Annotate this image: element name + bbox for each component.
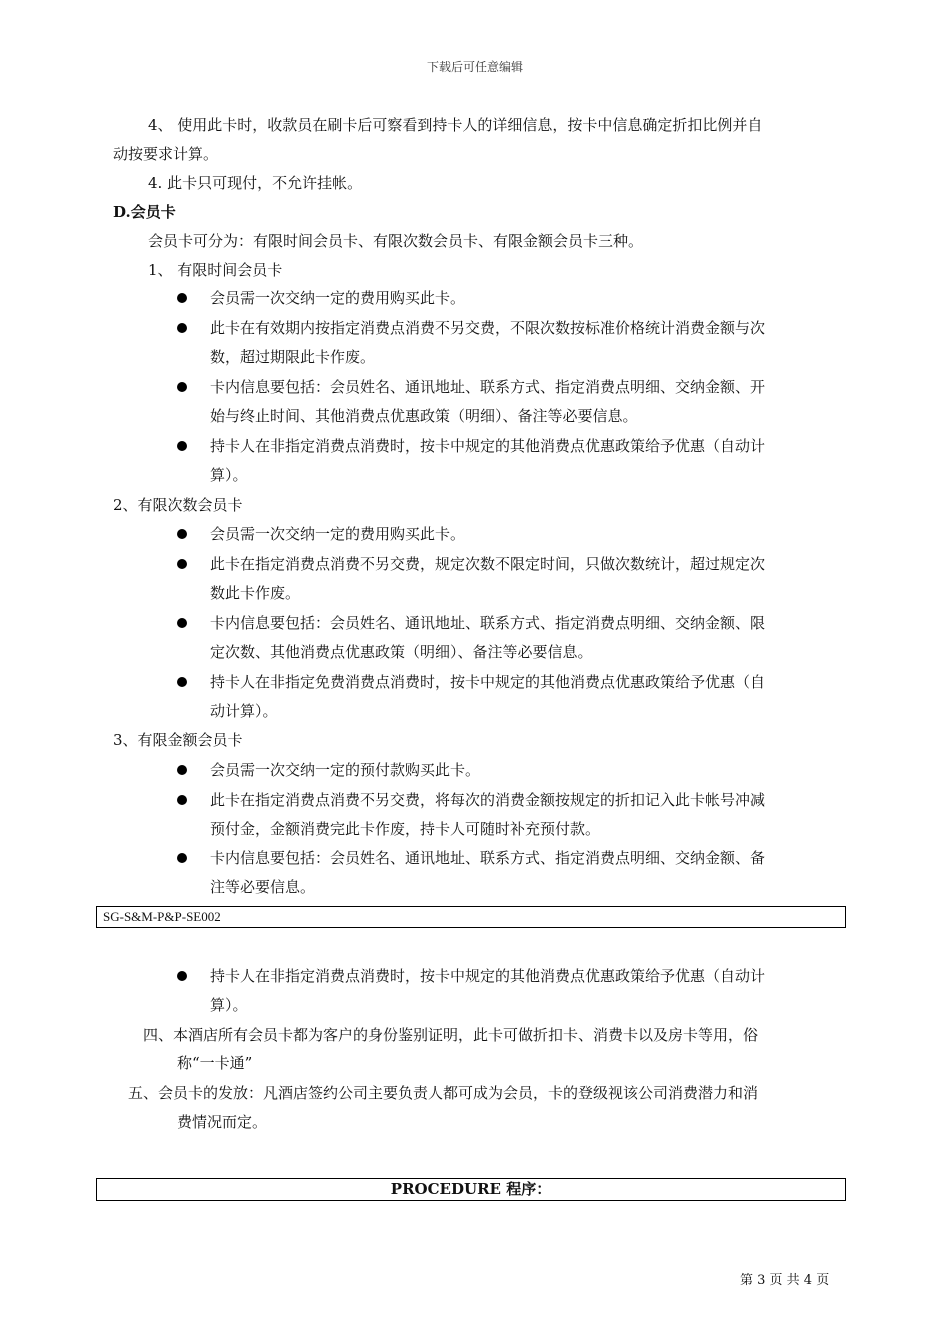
section-d-title: D.会员卡 bbox=[113, 203, 176, 221]
section-4-line-2: 称“一卡通” bbox=[177, 1054, 253, 1072]
card3-bullet-4-line-2: 算）。 bbox=[210, 996, 248, 1014]
section-d-description: 会员卡可分为：有限时间会员卡、有限次数会员卡、有限金额会员卡三种。 bbox=[148, 232, 644, 250]
card3-bullet-3-line-1: 卡内信息要包括：会员姓名、通讯地址、联系方式、指定消费点明细、交纳金额、备 bbox=[210, 849, 766, 867]
bullet-dot bbox=[177, 853, 187, 863]
page-number: 第 3 页 共 4 页 bbox=[740, 1273, 830, 1288]
card3-bullet-3-line-2: 注等必要信息。 bbox=[210, 878, 316, 896]
bullet-dot bbox=[177, 677, 187, 687]
section-5-line-2: 费情况而定。 bbox=[177, 1113, 268, 1131]
card1-title: 1、 有限时间会员卡 bbox=[148, 261, 283, 279]
item-4-cash-only: 4. 此卡只可现付，不允许挂帐。 bbox=[148, 174, 363, 192]
card2-bullet-3-line-2: 定次数、其他消费点优惠政策（明细）、备注等必要信息。 bbox=[210, 643, 593, 661]
card1-bullet-4-line-2: 算）。 bbox=[210, 466, 248, 484]
card2-bullet-2-line-2: 数此卡作废。 bbox=[210, 584, 301, 602]
section-5-line-1: 五、会员卡的发放：凡酒店签约公司主要负责人都可成为会员，卡的登级视该公司消费潜力和消 bbox=[128, 1084, 759, 1102]
card2-bullet-1: 会员需一次交纳一定的费用购买此卡。 bbox=[210, 525, 466, 543]
card1-bullet-2-line-1: 此卡在有效期内按指定消费点消费不另交费，不限次数按标准价格统计消费金额与次 bbox=[210, 319, 766, 337]
bullet-dot bbox=[177, 382, 187, 392]
bullet-dot bbox=[177, 795, 187, 805]
card2-bullet-3-line-1: 卡内信息要包括：会员姓名、通讯地址、联系方式、指定消费点明细、交纳金额、限 bbox=[210, 614, 766, 632]
card1-bullet-2-line-2: 数，超过期限此卡作废。 bbox=[210, 348, 376, 366]
bullet-dot bbox=[177, 441, 187, 451]
card2-title: 2、有限次数会员卡 bbox=[113, 496, 243, 514]
bullet-dot bbox=[177, 765, 187, 775]
bullet-dot bbox=[177, 618, 187, 628]
card1-bullet-1: 会员需一次交纳一定的费用购买此卡。 bbox=[210, 289, 466, 307]
card2-bullet-4-line-2: 动计算）。 bbox=[210, 702, 278, 720]
bullet-dot bbox=[177, 971, 187, 981]
card3-bullet-2-line-1: 此卡在指定消费点消费不另交费，将每次的消费金额按规定的折扣记入此卡帐号冲减 bbox=[210, 791, 766, 809]
card3-title: 3、有限金额会员卡 bbox=[113, 731, 243, 749]
bullet-dot bbox=[177, 293, 187, 303]
card1-bullet-3-line-2: 始与终止时间、其他消费点优惠政策（明细）、备注等必要信息。 bbox=[210, 407, 638, 425]
item-4-line-1: 4、 使用此卡时，收款员在刷卡后可察看到持卡人的详细信息，按卡中信息确定折扣比例并自 bbox=[148, 116, 763, 134]
card1-bullet-4-line-1: 持卡人在非指定消费点消费时，按卡中规定的其他消费点优惠政策给予优惠（自动计 bbox=[210, 437, 766, 455]
bullet-dot bbox=[177, 323, 187, 333]
card1-bullet-3-line-1: 卡内信息要包括：会员姓名、通讯地址、联系方式、指定消费点明细、交纳金额、开 bbox=[210, 378, 766, 396]
page-header: 下载后可任意编辑 bbox=[426, 60, 523, 74]
item-4-line-2: 动按要求计算。 bbox=[113, 145, 219, 163]
card3-bullet-4-line-1: 持卡人在非指定消费点消费时，按卡中规定的其他消费点优惠政策给予优惠（自动计 bbox=[210, 967, 766, 985]
section-4-line-1: 四、本酒店所有会员卡都为客户的身份鉴别证明，此卡可做折扣卡、消费卡以及房卡等用，俗 bbox=[143, 1026, 759, 1044]
card3-bullet-1: 会员需一次交纳一定的预付款购买此卡。 bbox=[210, 761, 481, 779]
card3-bullet-2-line-2: 预付金，金额消费完此卡作废，持卡人可随时补充预付款。 bbox=[210, 820, 601, 838]
card2-bullet-2-line-1: 此卡在指定消费点消费不另交费，规定次数不限定时间，只做次数统计，超过规定次 bbox=[210, 555, 766, 573]
procedure-title-box: PROCEDURE 程序： bbox=[96, 1178, 846, 1201]
bullet-dot bbox=[177, 559, 187, 569]
card2-bullet-4-line-1: 持卡人在非指定免费消费点消费时，按卡中规定的其他消费点优惠政策给予优惠（自 bbox=[210, 673, 766, 691]
document-code-box: SG-S&M-P&P-SE002 bbox=[96, 906, 846, 928]
bullet-dot bbox=[177, 529, 187, 539]
